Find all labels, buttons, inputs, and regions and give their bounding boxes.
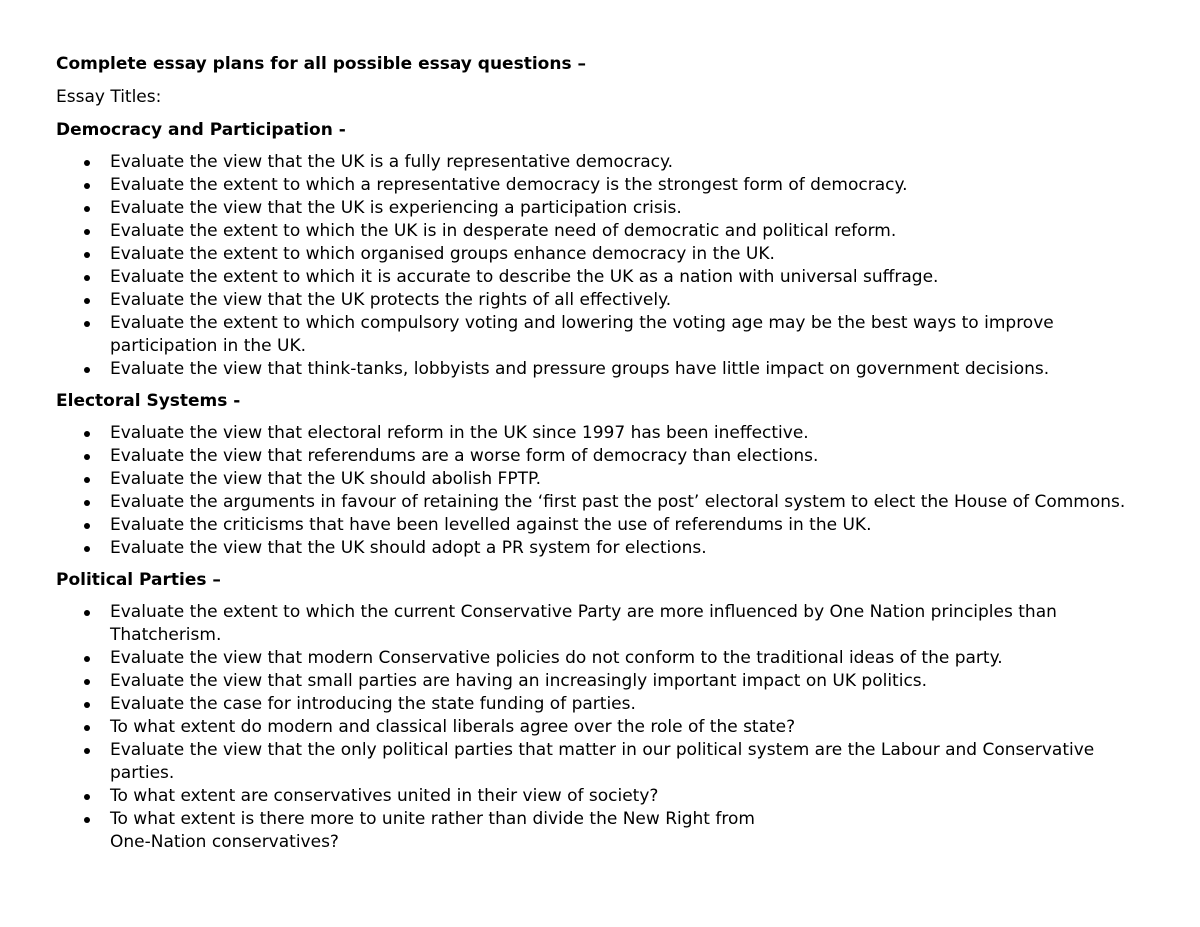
bullet-icon: [84, 252, 90, 258]
list-item: Evaluate the view that the UK should adopt a PR system for elections.: [56, 537, 1140, 560]
democracy-question-list: [56, 151, 1140, 381]
section-heading-political-parties: Political Parties –: [56, 570, 221, 590]
bullet-icon: [84, 183, 90, 189]
bullet-icon: [84, 367, 90, 373]
list-item: To what extent do modern and classical liberals agree over the role of the state?: [56, 716, 1140, 739]
list-item: Evaluate the extent to which it is accurate to describe the UK as a nation with universal suffrage.: [56, 266, 1140, 289]
list-item: Evaluate the extent to which the UK is in desperate need of democratic and political reform.: [56, 220, 1140, 243]
bullet-icon: [84, 477, 90, 483]
list-item: To what extent is there more to unite rather than divide the New Right from One-Nation conservatives?: [56, 808, 1140, 854]
bullet-icon: [84, 298, 90, 304]
essay-titles-label: Essay Titles:: [56, 87, 162, 107]
list-item: Evaluate the extent to which organised groups enhance democracy in the UK.: [56, 243, 1140, 266]
document-title: Complete essay plans for all possible essay questions –: [56, 54, 586, 74]
bullet-icon: [84, 656, 90, 662]
list-item: Evaluate the view that the UK is experiencing a participation crisis.: [56, 197, 1140, 220]
bullet-icon: [84, 817, 90, 823]
section-heading-electoral-systems: Electoral Systems -: [56, 391, 241, 411]
list-item: Evaluate the criticisms that have been levelled against the use of referendums in the UK.: [56, 514, 1140, 537]
bullet-icon: [84, 206, 90, 212]
bullet-icon: [84, 679, 90, 685]
list-item: Evaluate the view that the UK should abolish FPTP.: [56, 468, 1140, 491]
bullet-icon: [84, 431, 90, 437]
bullet-icon: [84, 523, 90, 529]
list-item: Evaluate the view that small parties are having an increasingly important impact on UK politics.: [56, 670, 1140, 693]
list-item: Evaluate the view that think-tanks, lobbyists and pressure groups have little impact on government decisions.: [56, 358, 1140, 381]
list-item: Evaluate the extent to which a representative democracy is the strongest form of democracy.: [56, 174, 1140, 197]
list-item: Evaluate the view that the UK protects the rights of all effectively.: [56, 289, 1140, 312]
bullet-icon: [84, 748, 90, 754]
bullet-icon: [84, 160, 90, 166]
bullet-icon: [84, 610, 90, 616]
list-item: Evaluate the view that referendums are a worse form of democracy than elections.: [56, 445, 1140, 468]
list-item: Evaluate the arguments in favour of retaining the ‘first past the post’ electoral system to elect the House of Commons.: [56, 491, 1140, 514]
bullet-icon: [84, 546, 90, 552]
bullet-icon: [84, 500, 90, 506]
list-item: Evaluate the view that modern Conservative policies do not conform to the traditional ideas of the party.: [56, 647, 1140, 670]
bullet-icon: [84, 794, 90, 800]
list-item: Evaluate the extent to which the current Conservative Party are more influenced by One Nation principles than Thatcherism.: [56, 601, 1140, 647]
bullet-icon: [84, 229, 90, 235]
bullet-icon: [84, 275, 90, 281]
bullet-icon: [84, 321, 90, 327]
bullet-icon: [84, 702, 90, 708]
list-item: Evaluate the view that electoral reform in the UK since 1997 has been ineffective.: [56, 422, 1140, 445]
section-heading-democracy: Democracy and Participation -: [56, 120, 346, 140]
list-item: To what extent are conservatives united in their view of society?: [56, 785, 1140, 808]
parties-question-list: [56, 601, 1140, 854]
list-item: Evaluate the case for introducing the state funding of parties.: [56, 693, 1140, 716]
electoral-question-list: [56, 422, 1140, 560]
bullet-icon: [84, 725, 90, 731]
bullet-icon: [84, 454, 90, 460]
list-item: Evaluate the view that the only political parties that matter in our political system are the Labour and Conservative parties.: [56, 739, 1140, 785]
list-item: Evaluate the view that the UK is a fully representative democracy.: [56, 151, 1140, 174]
list-item: Evaluate the extent to which compulsory voting and lowering the voting age may be the best ways to improve participation in the UK.: [56, 312, 1140, 358]
